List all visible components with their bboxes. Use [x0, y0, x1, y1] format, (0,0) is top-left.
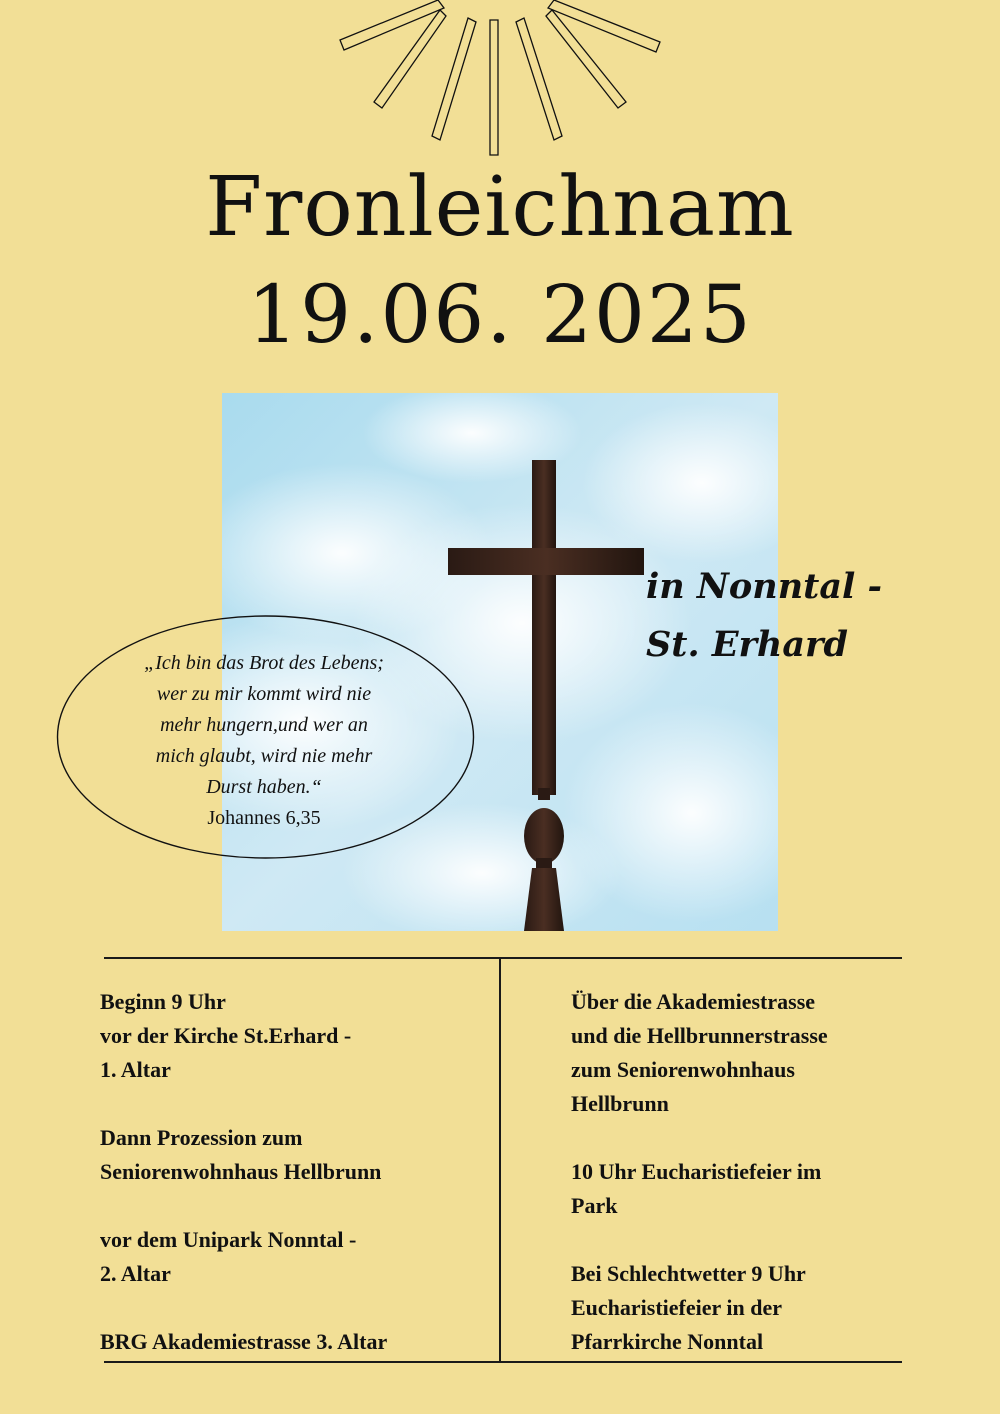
- schedule-line: Hellbrunn: [571, 1091, 669, 1116]
- quote-line: mehr hungern,und wer an: [160, 714, 368, 736]
- schedule-line: und die Hellbrunnerstrasse: [571, 1023, 828, 1048]
- schedule-block: [571, 985, 891, 1121]
- schedule-left-column: [100, 985, 480, 1359]
- schedule-block: [100, 1223, 480, 1291]
- location-label: [646, 558, 882, 674]
- top-divider: [104, 957, 902, 959]
- event-date: 19.06. 2025: [247, 268, 753, 361]
- location-line-2: St. Erhard: [646, 624, 848, 665]
- schedule-line: 2. Altar: [100, 1261, 171, 1286]
- quote-line: wer zu mir kommt wird nie: [156, 683, 372, 705]
- quote-reference: Johannes 6,35: [207, 807, 321, 829]
- schedule-line: zum Seniorenwohnhaus: [571, 1057, 795, 1082]
- schedule-block: [571, 1155, 891, 1223]
- schedule-line: vor der Kirche St.Erhard -: [100, 1023, 352, 1048]
- schedule-line: Eucharistiefeier in der: [571, 1295, 782, 1320]
- schedule-line: Beginn 9 Uhr: [100, 989, 226, 1014]
- quote-line: Durst haben.“: [206, 776, 322, 798]
- schedule-line: BRG Akademiestrasse 3. Altar: [100, 1329, 388, 1354]
- schedule-line: vor dem Unipark Nonntal -: [100, 1227, 357, 1252]
- sun-rays-icon: [330, 0, 670, 160]
- schedule-line: Dann Prozession zum: [100, 1125, 303, 1150]
- page-title: Fronleichnam: [205, 160, 795, 255]
- quote-line: „Ich bin das Brot des Lebens;: [144, 652, 384, 674]
- schedule-line: Bei Schlechtwetter 9 Uhr: [571, 1261, 806, 1286]
- schedule-block: [100, 985, 480, 1087]
- schedule-line: 10 Uhr Eucharistiefeier im: [571, 1159, 822, 1184]
- schedule-line: Seniorenwohnhaus Hellbrunn: [100, 1159, 382, 1184]
- bottom-divider: [104, 1361, 902, 1363]
- schedule-line: Pfarrkirche Nonntal: [571, 1329, 764, 1354]
- column-divider: [499, 958, 501, 1363]
- schedule-block: [571, 1257, 891, 1359]
- schedule-line: Park: [571, 1193, 618, 1218]
- schedule-block: [100, 1325, 480, 1359]
- schedule-line: 1. Altar: [100, 1057, 171, 1082]
- quote-line: mich glaubt, wird nie mehr: [155, 745, 373, 767]
- schedule-right-column: [571, 985, 891, 1359]
- schedule-line: Über die Akademiestrasse: [571, 989, 816, 1014]
- location-line-1: in Nonntal -: [646, 566, 883, 607]
- bible-quote: [104, 648, 424, 834]
- schedule-block: [100, 1121, 480, 1189]
